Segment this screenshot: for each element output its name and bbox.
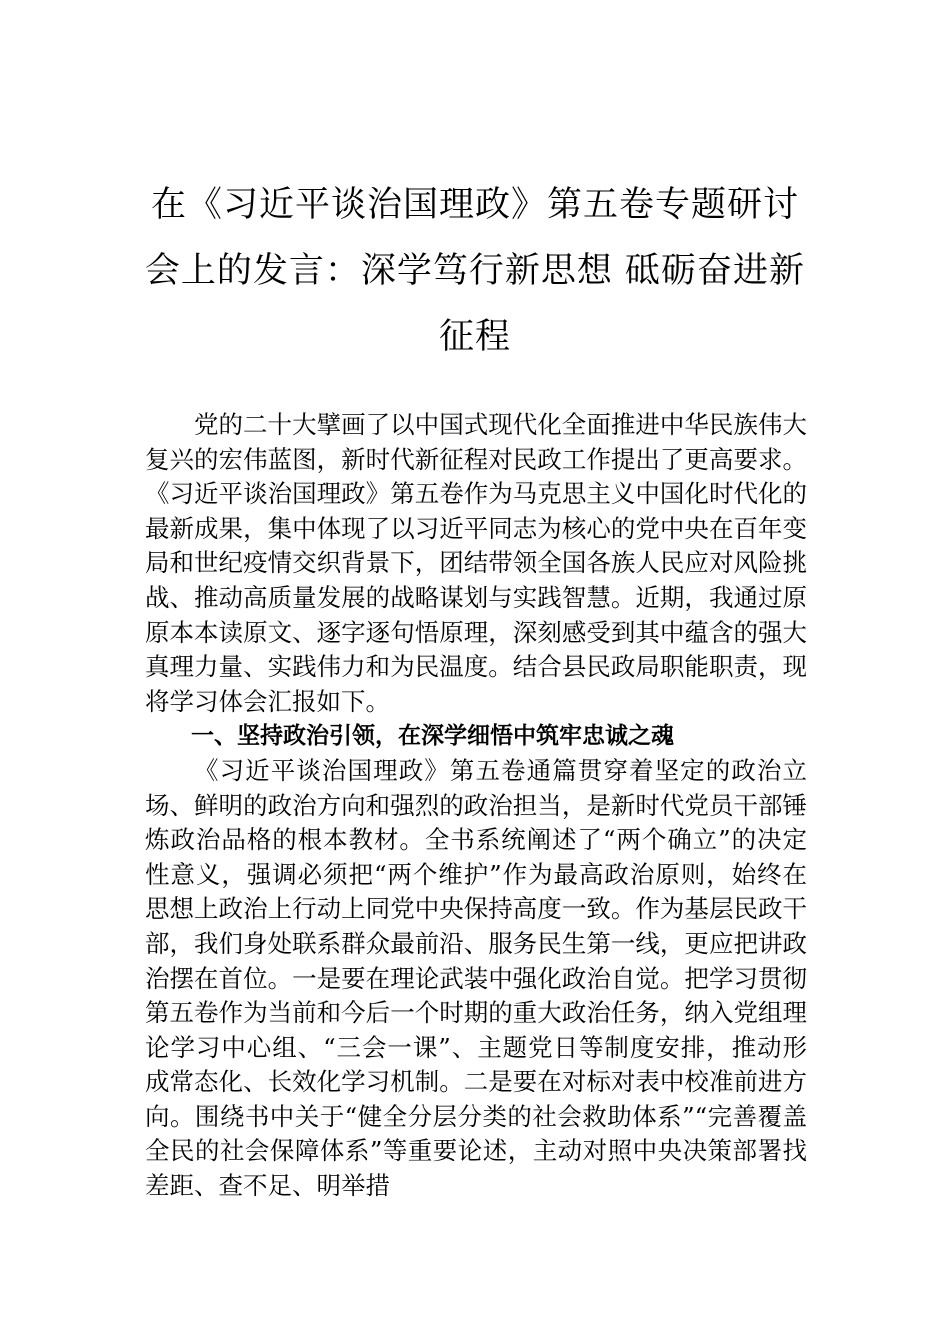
document-body [145,408,807,1204]
section-paragraph: 《习近平谈治国理政》第五卷通篇贯穿着坚定的政治立场、鲜明的政治方向和强烈的政治担当，是新时代党员干部锤炼政治品格的根本教材。全书系统阐述了“两个确立”的决定性意义，强调必须把“两个维护”作为最高政治原则，始终在思想上政治上行动上同党中央保持高度一致。作为基层民政干部，我们身处联系群众最前沿、服务民生第一线，更应把讲政治摆在首位。一是要在理论武装中强化政治自觉。把学习贯彻第五卷作为当前和今后一个时期的重大政治任务，纳入党组理论学习中心组、“三会一课”、主题党日等制度安排，推动形成常态化、长效化学习机制。二是要在对标对表中校准前进方向。围绕书中关于“健全分层分类的社会救助体系”“完善覆盖全民的社会保障体系”等重要论述，主动对照中央决策部署找差距、查不足、明举措 [145,755,807,1201]
document-title: 在《习近平谈治国理政》第五卷专题研讨会上的发言：深学笃行新思想 砥砺奋进新征程 [144,185,806,357]
intro-paragraph: 党的二十大擘画了以中国式现代化全面推进中华民族伟大复兴的宏伟蓝图，新时代新征程对民政工作提出了更高要求。《习近平谈治国理政》第五卷作为马克思主义中国化时代化的最新成果，集中体现了以习近平同志为核心的党中央在百年变局和世纪疫情交织背景下，团结带领全国各族人民应对风险挑战、推动高质量发展的战略谋划与实践智慧。近期，我通过原原本本读原文、逐字逐句悟原理，深刻感受到其中蕴含的强大真理力量、实践伟力和为民温度。结合县民政局职能职责，现将学习体会汇报如下。 [145,410,807,716]
section-heading: 一、坚持政治引领，在深学细悟中筑牢忠诚之魂 [191,723,674,750]
